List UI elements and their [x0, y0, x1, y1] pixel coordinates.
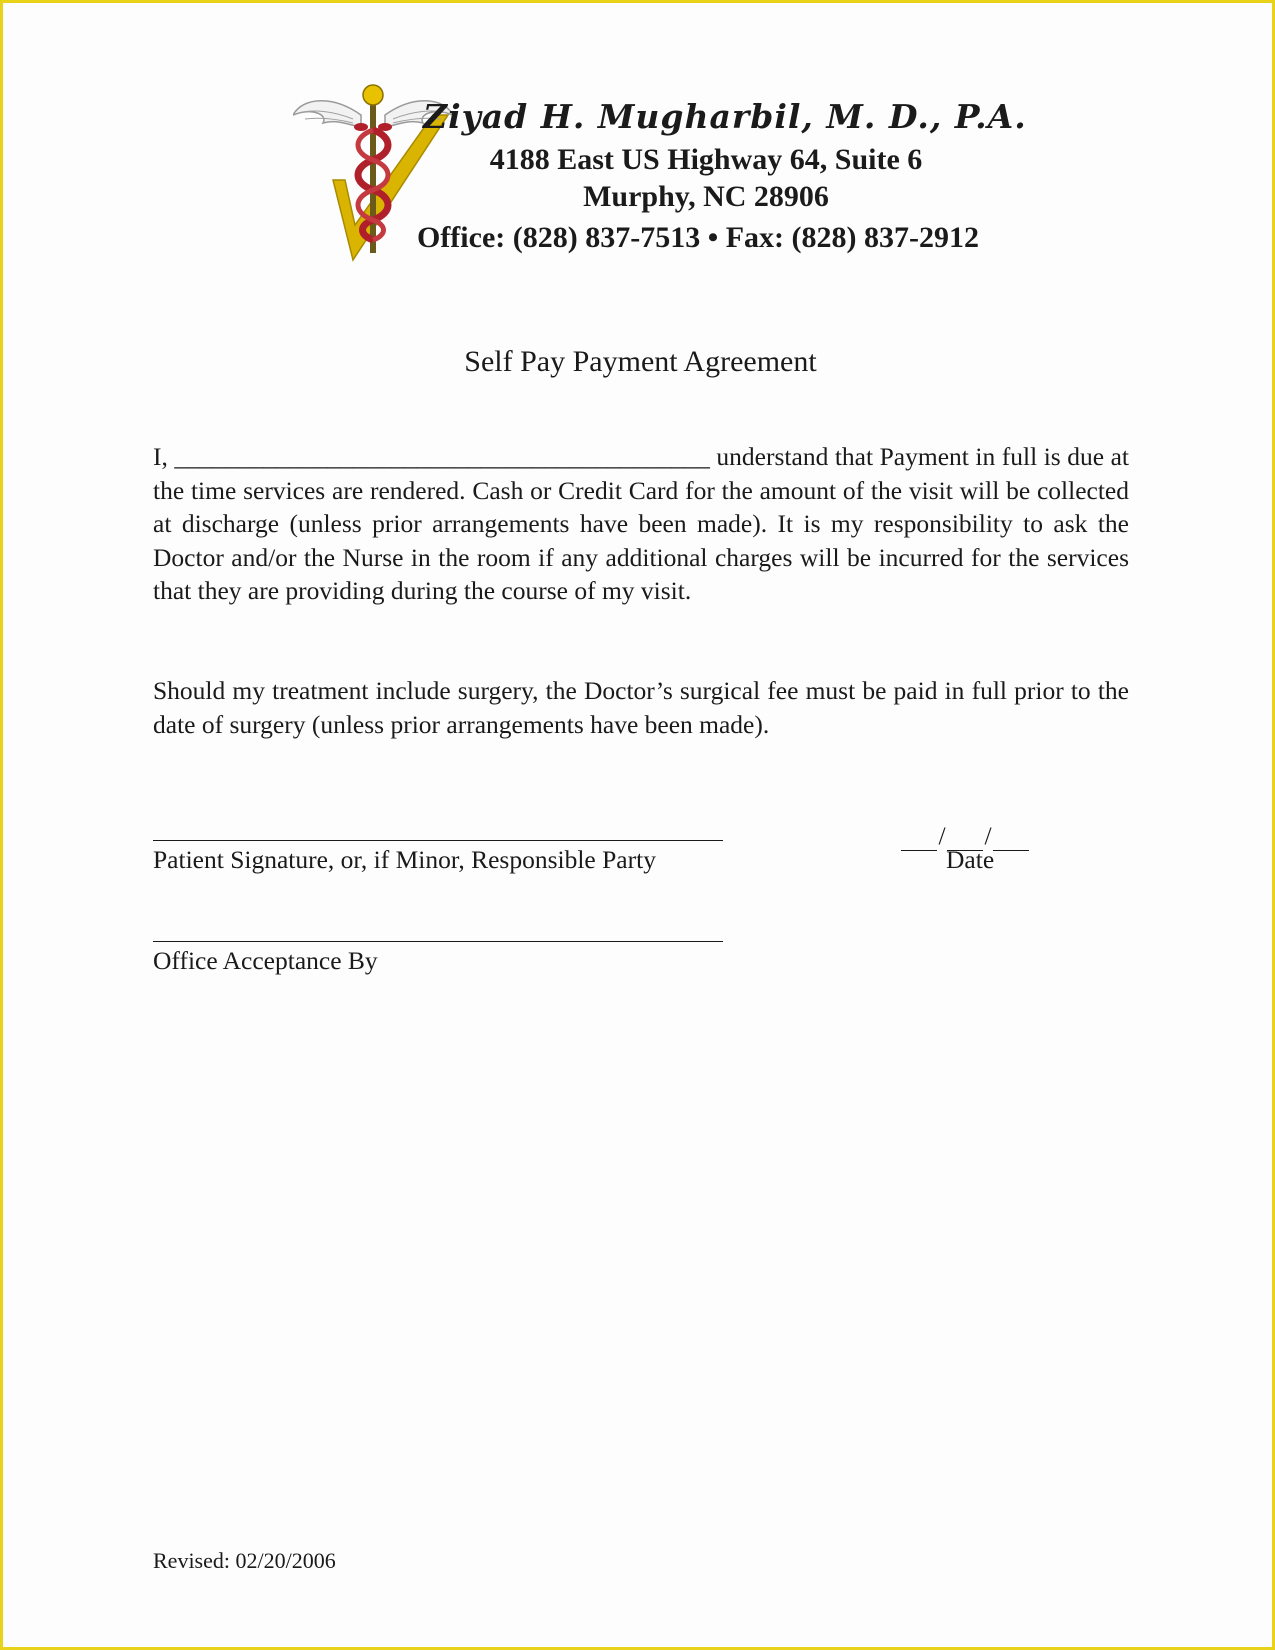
agreement-paragraph-1: I, __________________________________________ understand that Payment in full is due at the time services are rendered. Cash or Credit Card for the amount of the visit will be collected at discharge (unless prior arrangements have been made). It is my responsibility to ask the Doctor and/or the Nurse in the room if any additional charges will be incurred for the services that they are providing during the course of my visit.	[153, 442, 1129, 605]
practice-name: Ziyad H. Mugharbil, M. D., P.A.	[423, 97, 1027, 136]
address-line-2: Murphy, NC 28906	[583, 180, 829, 213]
address-line-1: 4188 East US Highway 64, Suite 6	[489, 143, 923, 176]
patient-signature-line[interactable]	[153, 840, 723, 841]
office-acceptance-label: Office Acceptance By	[153, 946, 378, 975]
date-separator: /	[938, 821, 946, 850]
document-title: Self Pay Payment Agreement	[464, 345, 817, 378]
patient-signature-label: Patient Signature, or, if Minor, Responsible Party	[153, 845, 656, 874]
contact-line: Office: (828) 837-7513 • Fax: (828) 837-2912	[416, 221, 980, 254]
date-separator: /	[984, 821, 992, 850]
date-year-blank[interactable]	[993, 826, 1029, 851]
date-month-blank[interactable]	[901, 826, 937, 851]
date-label: Date	[946, 845, 995, 874]
letterhead	[3, 3, 1275, 273]
revised-date: Revised: 02/20/2006	[153, 1548, 336, 1573]
office-acceptance-line[interactable]	[153, 941, 723, 942]
agreement-paragraph-2: Should my treatment include surgery, the Doctor’s surgical fee must be paid in full prior to the date of surgery (unless prior arrangements have been made).	[153, 676, 1129, 739]
